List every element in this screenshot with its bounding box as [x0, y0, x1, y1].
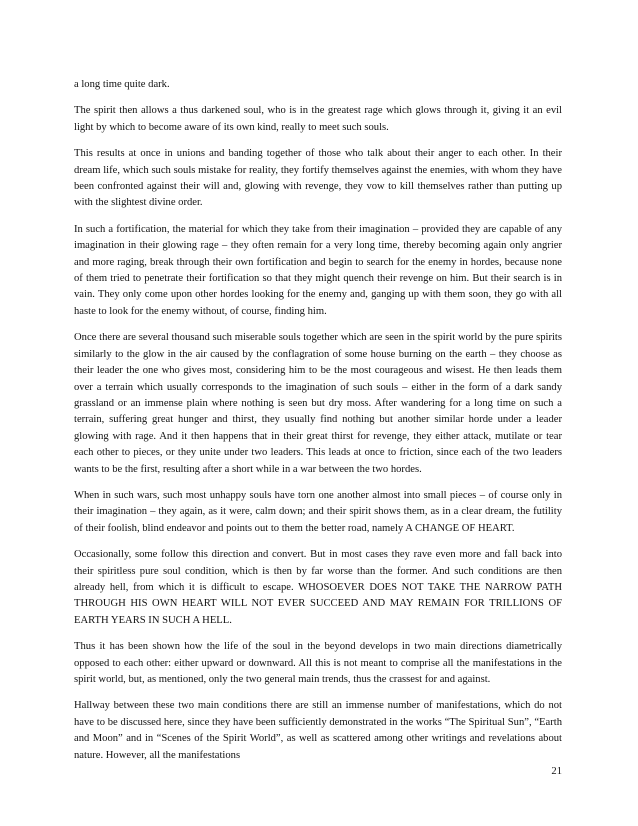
- paragraph-1: a long time quite dark.: [74, 79, 170, 90]
- paragraph-9: Hallway between these two main conditions there are still an immense number of manifestations, which do not have to be discussed here, since they have been sufficiently demonstrated in the works “The Spiritual Sun”, “Earth and Moon” and in “Scenes of the Spirit World”, as well as scattered among other writings and revelations about nature. However, all the manifestations: [74, 700, 562, 761]
- paragraph-4: In such a fortification, the material for which they take from their imagination – provided they are capable of any imagination in their glowing rage – they often remain for a very long time, thereby becoming again only angrier and more raging, break through their own fortification and begin to search for the enemy in hordes, because none of them tried to penetrate their fortification so that they might quench their revenge on him. But their search is in vain. They only come upon other hordes looking for the enemy and, ganging up with them soon, they go with all haste to look for the enemy without, of course, finding him.: [74, 223, 562, 317]
- paragraph-3: This results at once in unions and banding together of those who talk about their anger to each other. In their dream life, which such souls mistake for reality, they fortify themselves against the enemies, with whom they have been confronted against their will and, glowing with revenge, they vow to kill themselves rather than putting up with the slightest divine order.: [74, 148, 562, 209]
- page-body: [74, 77, 562, 774]
- paragraph-7: Occasionally, some follow this direction and convert. But in most cases they rave even more and fall back into their spiritless pure soul condition, which is then by far worse than the former. And such conditions are then already hell, from which it is difficult to escape. WHOSOEVER DOES NOT TAKE THE NARROW PATH THROUGH HIS OWN HEART WILL NOT EVER SUCCEED AND MAY REMAIN FOR TRILLIONS OF EARTH YEARS IN SUCH A HELL.: [74, 549, 562, 626]
- page-number: 21: [551, 766, 562, 777]
- paragraph-5: Once there are several thousand such miserable souls together which are seen in the spirit world by the pure spirits similarly to the glow in the air caused by the conflagration of some house burning on the earth – they choose as their leader the one who gives most, considering him to be the most courageous and wisest. He then leads them over a terrain which usually corresponds to the imagination of such souls – either in the form of a dark sandy grassland or an immense plain where nothing is seen but dry moss. After wandering for a long time on such a terrain, suffering great hunger and thirst, they usually find nothing but another similar horde under a leader glowing with rage. And it then happens that in their great thirst for revenge, they either attack, mutilate or tear each other to pieces, or they unite under two leaders. This leads at once to friction, since each of the two leaders wants to be the first, resulting after a short while in a war between the two hordes.: [74, 332, 562, 475]
- paragraph-8: Thus it has been shown how the life of the soul in the beyond develops in two main directions diametrically opposed to each other: either upward or downward. All this is not meant to comprise all the manifestations in the spirit world, but, as mentioned, only the two general main trends, thus the crassest for and against.: [74, 641, 562, 685]
- paragraph-2: The spirit then allows a thus darkened soul, who is in the greatest rage which glows through it, giving it an evil light by which to become aware of its own kind, really to meet such souls.: [74, 105, 562, 133]
- paragraph-6: When in such wars, such most unhappy souls have torn one another almost into small pieces – of course only in their imagination – they again, as it were, calm down; and their spirit shows them, as in a clear dream, the futility of their foolish, blind endeavor and points out to them the better road, namely A CHANGE OF HEART.: [74, 489, 562, 534]
